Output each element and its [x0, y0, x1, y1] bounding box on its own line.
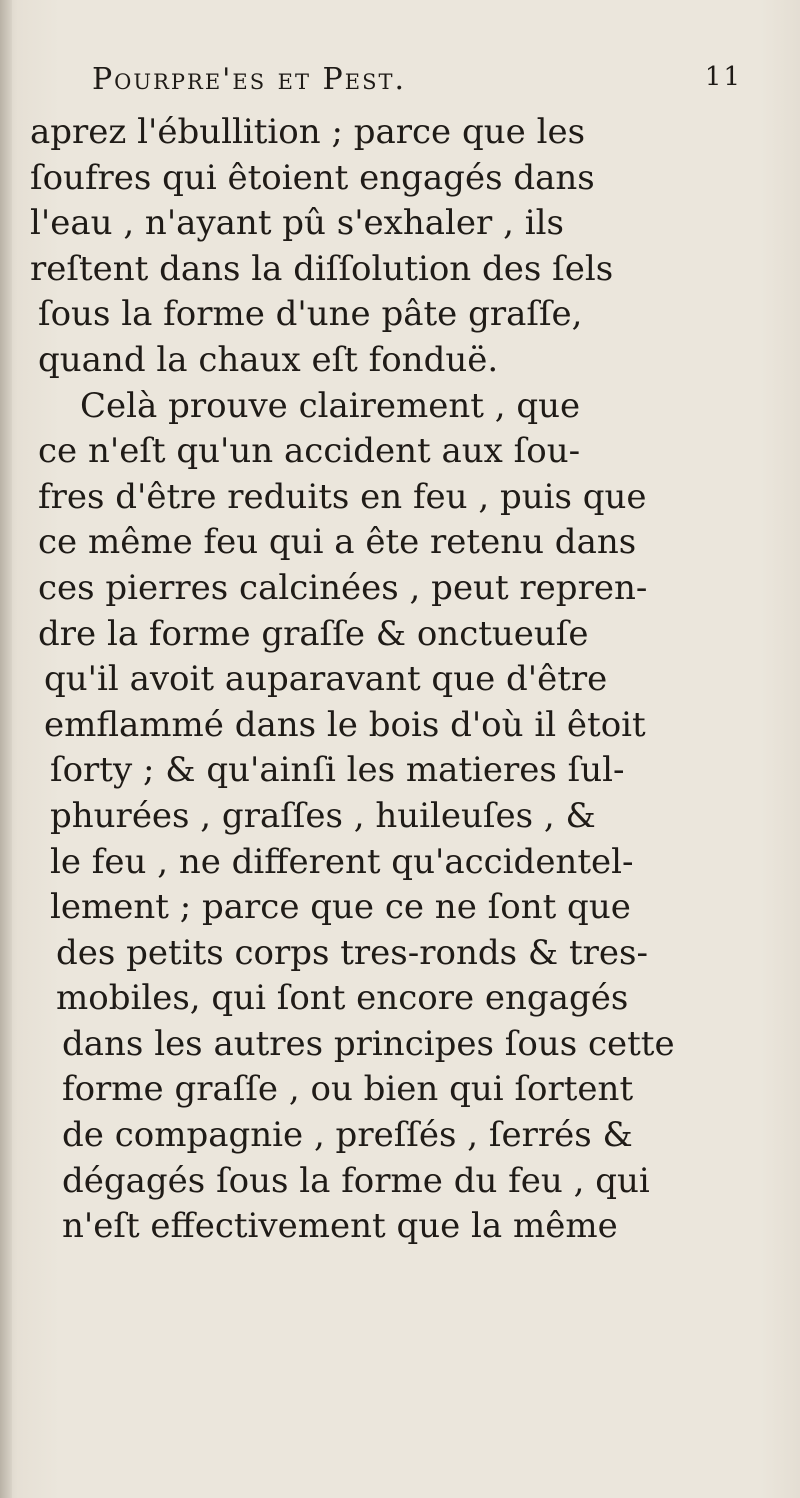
- text-line: phurées , graſſes , huileuſes , &: [50, 795, 596, 836]
- page-header: [92, 62, 742, 102]
- text-line: reſtent dans la diſſolution des ſels: [30, 248, 614, 289]
- text-line: emflammé dans le bois d'où il êtoit: [44, 704, 646, 745]
- text-line: le feu , ne different qu'accidentel-: [50, 841, 634, 882]
- text-line: ſorty ; & qu'ainſi les matieres ſul-: [50, 750, 625, 791]
- text-line: ce n'eſt qu'un accident aux ſou-: [38, 431, 581, 472]
- text-line: ces pierres calcinées , peut repren-: [38, 567, 648, 608]
- text-line: quand la chaux eſt fonduë.: [38, 339, 499, 380]
- text-line: ſoufres qui êtoient engagés dans: [30, 157, 595, 198]
- text-line: qu'il avoit auparavant que d'être: [44, 659, 608, 700]
- running-title: Pourpre'es et Pest.: [92, 62, 406, 97]
- text-line: ce même feu qui a ête retenu dans: [38, 522, 637, 563]
- text-line: ſous la forme d'une pâte graſſe,: [38, 294, 583, 335]
- text-line: fres d'être reduits en feu , puis que: [38, 476, 647, 517]
- text-line: lement ; parce que ce ne ſont que: [50, 887, 631, 928]
- text-line: de compagnie , preſſés , ſerrés &: [62, 1115, 633, 1156]
- text-line: aprez l'ébullition ; parce que les: [30, 112, 586, 152]
- text-line: n'eſt effectivement que la même: [62, 1206, 618, 1247]
- text-line: Celà prouve clairement , que: [80, 385, 581, 426]
- page-gutter: [0, 0, 12, 1498]
- body-text: [30, 110, 782, 1250]
- text-line: dans les autres principes ſous cette: [62, 1023, 675, 1064]
- text-line: dre la forme graſſe & onctueuſe: [38, 613, 589, 654]
- text-line: mobiles, qui ſont encore engagés: [56, 978, 629, 1019]
- page-number: 11: [704, 62, 742, 92]
- text-line: l'eau , n'ayant pû s'exhaler , ils: [30, 203, 564, 244]
- text-line: forme graſſe , ou bien qui ſortent: [62, 1069, 634, 1110]
- text-line: des petits corps tres-ronds & tres-: [56, 932, 648, 973]
- text-line: dégagés ſous la forme du feu , qui: [62, 1160, 650, 1201]
